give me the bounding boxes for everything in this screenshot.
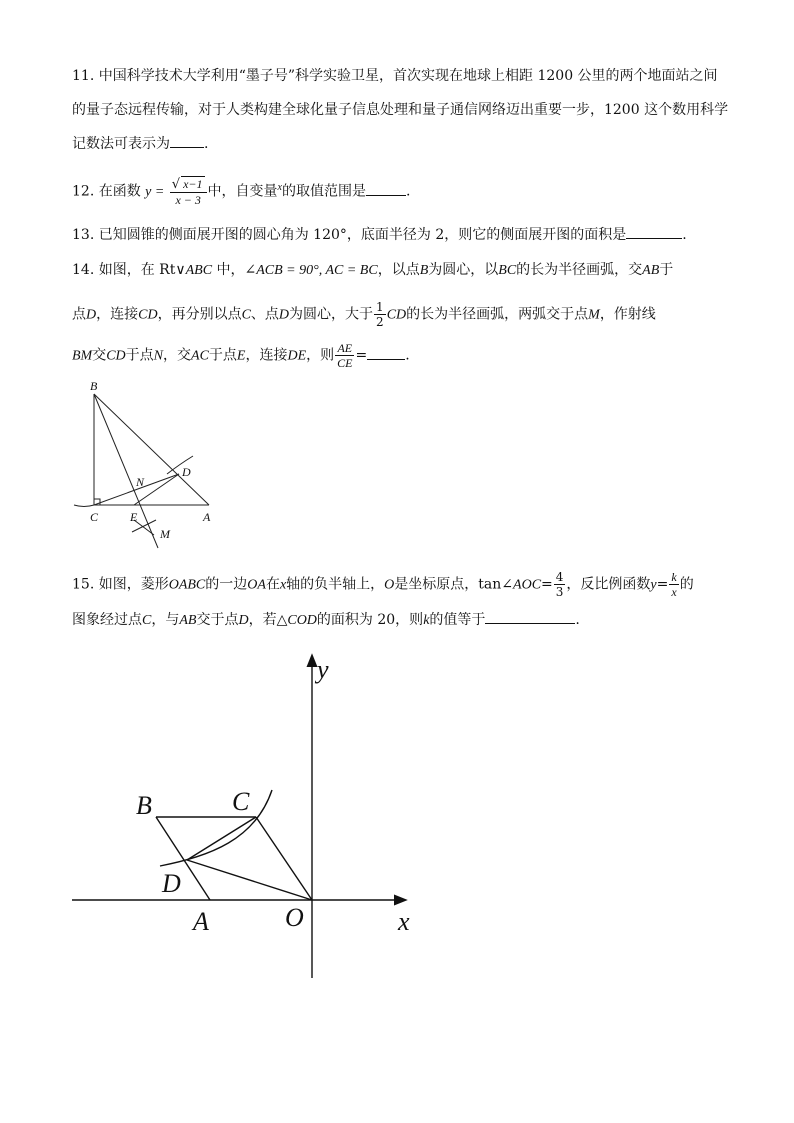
q15-k-var: k (423, 613, 430, 628)
q15-text: 在 (265, 576, 280, 593)
q14-label-e: E (130, 510, 138, 524)
q14-label-n: N (136, 475, 145, 489)
q15-text: = (541, 576, 553, 593)
q14-text: 于 (659, 262, 674, 278)
q15-text: 的值等于 (429, 612, 486, 628)
q15-figure (60, 650, 430, 990)
q14-text: 于点 (208, 347, 237, 364)
q15-side-ab: AB (179, 613, 197, 628)
q14-segment-ab-line (94, 394, 209, 505)
q15-label-d: D (162, 869, 181, 898)
q14-text: ，以点 (377, 262, 420, 278)
q14-segment-bc: BC (498, 263, 517, 278)
q15-text: ，反比例函数 (566, 576, 651, 593)
q14-text: 14. 如图，在 Rt (72, 262, 176, 278)
q14-point-d: D (278, 307, 290, 323)
q14-point-n: N (153, 348, 164, 364)
q14-end: . (405, 347, 410, 364)
q14-text: 的长为半径画弧，两弧交于点 (406, 306, 589, 323)
q12-fraction: $\frac{√ x-1}{x - 3}$ (170, 176, 207, 207)
q14-line-1 (72, 260, 673, 281)
q12-suffix: 的取值范围是 (281, 183, 366, 200)
q12-y-eq: y = (145, 184, 165, 200)
q11-line-2: 的量子态远程传输，对于人类构建全球化量子信息处理和量子通信网络迈出重要一步，1200 这个数用科学 (72, 102, 729, 118)
q12-mid: 中，自变量 (207, 183, 278, 200)
q15-point-d: D (238, 613, 249, 628)
q14-text: ，则 (306, 347, 335, 364)
q14-line-2 (72, 300, 656, 329)
q12-line (72, 176, 410, 207)
q12-numerator: x−1 (183, 177, 203, 191)
q15-text: 是坐标原点，tan∠ (394, 576, 514, 593)
q15-side-oa: OA (247, 577, 266, 593)
q14-ray-bm-line (94, 394, 158, 548)
q14-segment-ac: AC (191, 348, 209, 364)
q15-text: ，若△ (248, 612, 288, 628)
q14-segment-cd: CD (106, 348, 126, 364)
q15-tan-fraction: $\frac{4}{3}$ (555, 570, 564, 599)
q14-equals: = (355, 347, 368, 364)
q14-point-c: C (241, 307, 251, 323)
q15-text: 的 (679, 576, 694, 593)
q15-point-c: C (142, 613, 152, 628)
q13-text: 13. 已知圆锥的侧面展开图的圆心角为 120°，底面半径为 2，则它的侧面展开图的面积是 (72, 227, 627, 243)
q15-label-c: C (232, 787, 250, 816)
q15-hyperbola-curve (160, 790, 272, 866)
q14-text: 、点 (250, 306, 279, 323)
q12-var: x (277, 181, 282, 193)
q14-text: ，作射线 (599, 306, 656, 323)
q14-arc-c (74, 505, 94, 507)
q15-side-co-line (256, 817, 312, 900)
q15-text: = (656, 576, 669, 593)
q14-text: ，连接 (245, 347, 288, 364)
q14-segment-de: DE (287, 348, 307, 364)
q14-label-a: A (203, 510, 211, 524)
q14-point-b: B (419, 263, 429, 278)
q14-text: 为圆心，以 (428, 262, 499, 278)
q13-line (72, 224, 687, 245)
q15-triangle-cod: COD (287, 613, 317, 628)
q14-point-e: E (236, 348, 246, 364)
q14-half-fraction: $\frac{1}{2}$ (376, 300, 384, 329)
q14-point-m: M (588, 307, 600, 323)
q15-label-a: A (193, 907, 209, 936)
q15-end: . (575, 612, 580, 628)
q12-denominator: x − 3 (175, 193, 201, 207)
q14-figure (70, 372, 230, 552)
q14-label-b: B (90, 379, 98, 393)
q15-answer-blank[interactable] (485, 609, 575, 624)
q15-label-y: y (317, 655, 329, 684)
q14-text: ，再分别以点 (157, 306, 242, 323)
q12-prefix: 12. 在函数 (72, 183, 141, 200)
q14-line-3 (72, 341, 410, 370)
q14-label-d: D (182, 465, 191, 479)
q14-ray-bm: BM (72, 348, 93, 364)
q14-label-m: M (160, 527, 170, 541)
q15-text: 交于点 (196, 612, 239, 628)
q12-answer-blank[interactable] (366, 181, 406, 196)
q15-label-o: O (285, 903, 304, 932)
q15-label-x: x (398, 907, 410, 936)
q14-condition: ∠ACB = 90°, AC = BC (244, 263, 378, 278)
q14-ratio-fraction: $\frac{AE}{CE}$ (337, 341, 353, 370)
q15-text: ，与 (151, 612, 180, 628)
q14-label-c: C (90, 510, 99, 524)
q12-end: . (405, 183, 411, 200)
q11-end: . (204, 136, 209, 152)
q14-answer-blank[interactable] (367, 345, 405, 360)
q15-text: 轴的负半轴上， (286, 576, 385, 593)
q13-answer-blank[interactable] (626, 224, 682, 239)
q11-text: 记数法可表示为 (72, 136, 170, 152)
q15-text: 的一边 (205, 576, 248, 593)
q14-text: 的长为半径画弧，交 (516, 262, 643, 278)
q13-end: . (682, 227, 687, 243)
q15-text: 15. 如图，菱形 (72, 576, 169, 593)
q15-angle-aoc: AOC (513, 577, 542, 593)
q14-text: 中， (212, 262, 245, 278)
q14-text: 为圆心，大于 (289, 306, 374, 323)
q15-k-fraction: $\frac{k}{x}$ (671, 570, 677, 599)
q14-text: ，交 (163, 347, 192, 364)
q14-segment-cd: CD (138, 307, 158, 323)
q15-rhombus: OABC (168, 577, 206, 593)
q15-text: 图象经过点 (72, 612, 142, 628)
q14-point-d: D (86, 307, 97, 323)
q15-x-axis: x (279, 577, 287, 593)
q11-line-3 (72, 133, 208, 154)
q14-text: 于点 (125, 347, 154, 364)
q15-line-2 (72, 609, 580, 631)
q15-line-1 (72, 570, 694, 599)
q14-segment-ab: AB (642, 263, 660, 278)
q15-y-var: y (650, 577, 657, 593)
q14-triangle: ∨ABC (175, 263, 213, 278)
q14-text: ，连接 (96, 306, 139, 323)
q14-text: 交 (92, 347, 107, 364)
q14-text: 点 (72, 306, 86, 323)
q15-label-b: B (136, 791, 152, 820)
q15-point-o: O (384, 577, 395, 593)
q11-line-1: 11. 中国科学技术大学利用“墨子号”科学实验卫星，首次实现在地球上相距 1200 公里的两个地面站之间 (72, 68, 718, 84)
q14-segment-cd: CD (386, 307, 407, 323)
q15-segment-dc-line (187, 817, 256, 860)
q15-text: 的面积为 20，则 (316, 612, 424, 628)
q11-answer-blank[interactable] (170, 133, 204, 148)
